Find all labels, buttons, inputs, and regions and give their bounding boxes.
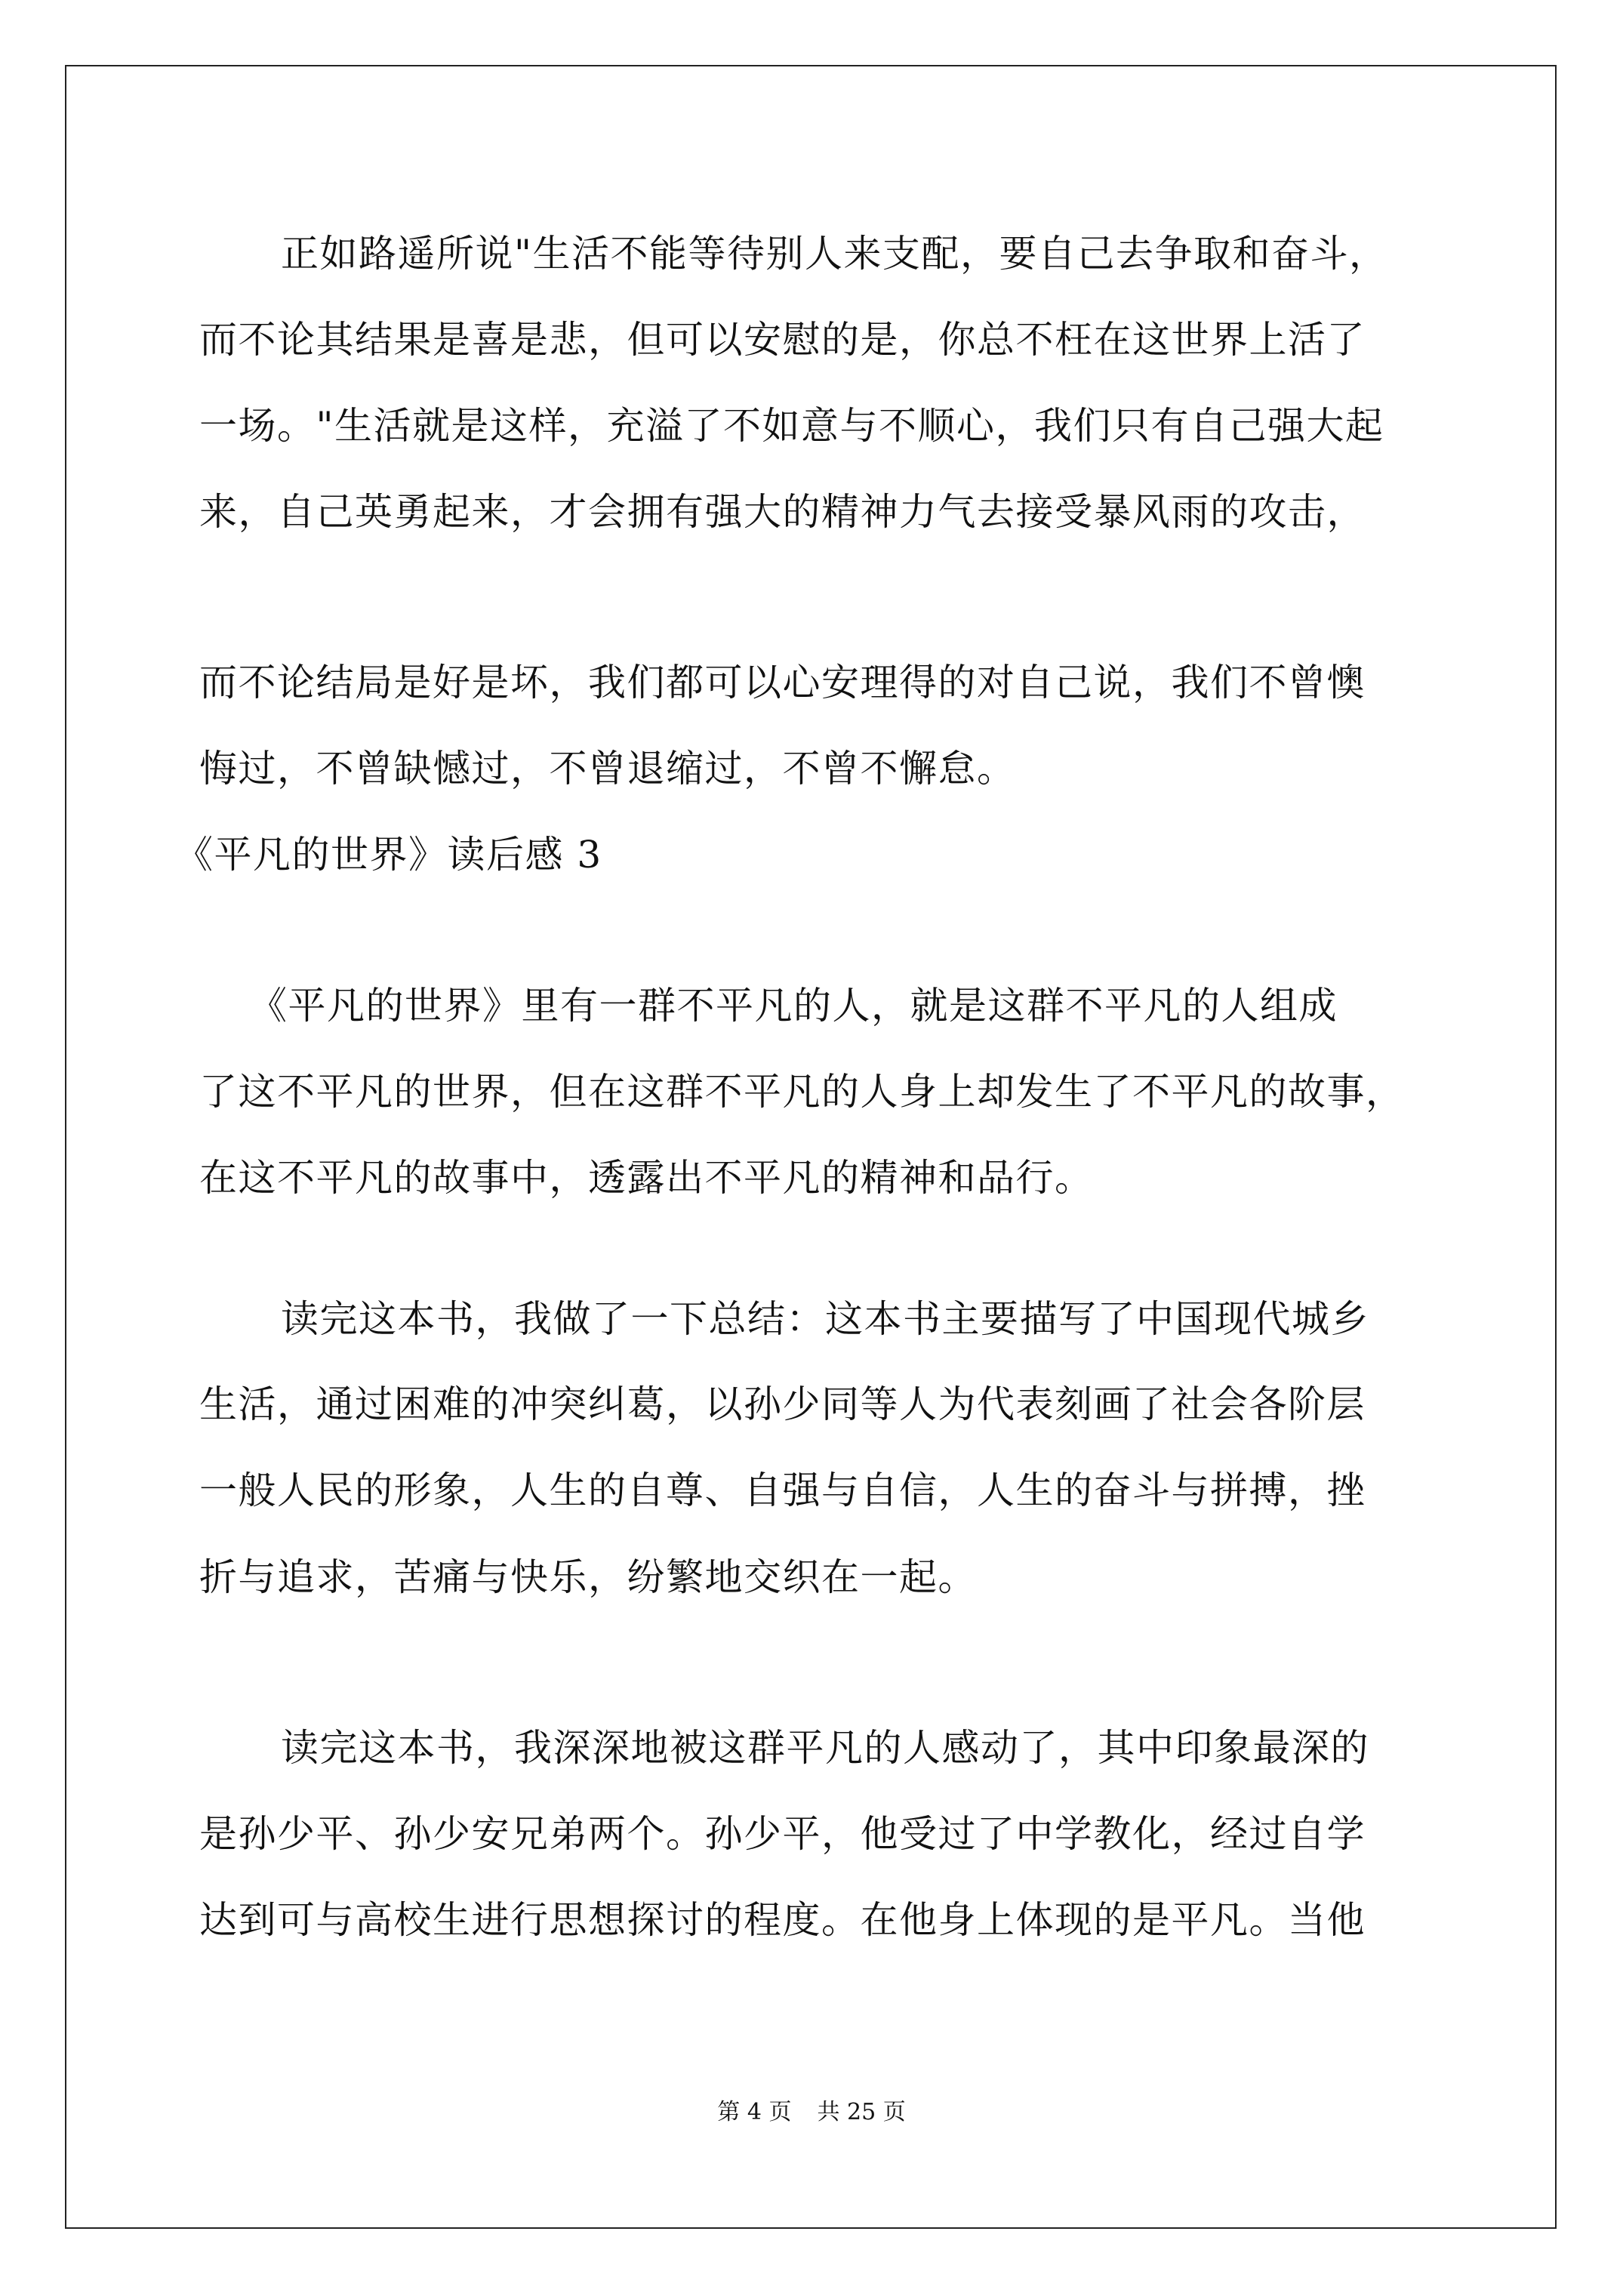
paragraph-line: 悔过，不曾缺憾过，不曾退缩过，不曾不懈怠。 — [199, 747, 1016, 791]
paragraph-line: 来，自己英勇起来，才会拥有强大的精神力气去接受暴风雨的攻击， — [199, 490, 1366, 534]
paragraph-line: 而不论结局是好是坏，我们都可以心安理得的对自己说，我们不曾懊 — [199, 661, 1366, 704]
paragraph-line: 一般人民的形象，人生的自尊、自强与自信，人生的奋斗与拼搏，挫 — [199, 1469, 1366, 1512]
paragraph-line: 《平凡的世界》里有一群不平凡的人，就是这群不平凡的人组成 — [249, 984, 1338, 1028]
paragraph-line: 是孙少平、孙少安兄弟两个。孙少平，他受过了中学教化，经过自学 — [199, 1812, 1366, 1856]
paragraph-line: 正如路遥所说"生活不能等待别人来支配，要自己去争取和奋斗， — [281, 232, 1388, 276]
paragraph-line: 一场。"生活就是这样，充溢了不如意与不顺心，我们只有自己强大起 — [199, 404, 1384, 448]
section-heading: 《平凡的世界》读后感 3 — [175, 833, 602, 877]
paragraph-line: 读完这本书，我做了一下总结：这本书主要描写了中国现代城乡 — [281, 1297, 1369, 1341]
paragraph-line: 了这不平凡的世界，但在这群不平凡的人身上却发生了不平凡的故事， — [199, 1070, 1405, 1114]
page-number: 第 4 页 — [717, 2099, 792, 2125]
paragraph-line: 在这不平凡的故事中，透露出不平凡的精神和品行。 — [199, 1156, 1094, 1200]
paragraph-line: 生活，通过困难的冲突纠葛，以孙少同等人为代表刻画了社会各阶层 — [199, 1382, 1366, 1426]
paragraph-line: 达到可与高校生进行思想探讨的程度。在他身上体现的是平凡。当他 — [199, 1898, 1366, 1942]
page-footer — [0, 2097, 1623, 2128]
paragraph-line: 折与追求，苦痛与快乐，纷繁地交织在一起。 — [199, 1555, 977, 1599]
paragraph-line: 而不论其结果是喜是悲，但可以安慰的是，你总不枉在这世界上活了 — [199, 318, 1366, 362]
page-total: 共 25 页 — [817, 2099, 906, 2125]
paragraph-line: 读完这本书，我深深地被这群平凡的人感动了，其中印象最深的 — [281, 1726, 1369, 1770]
